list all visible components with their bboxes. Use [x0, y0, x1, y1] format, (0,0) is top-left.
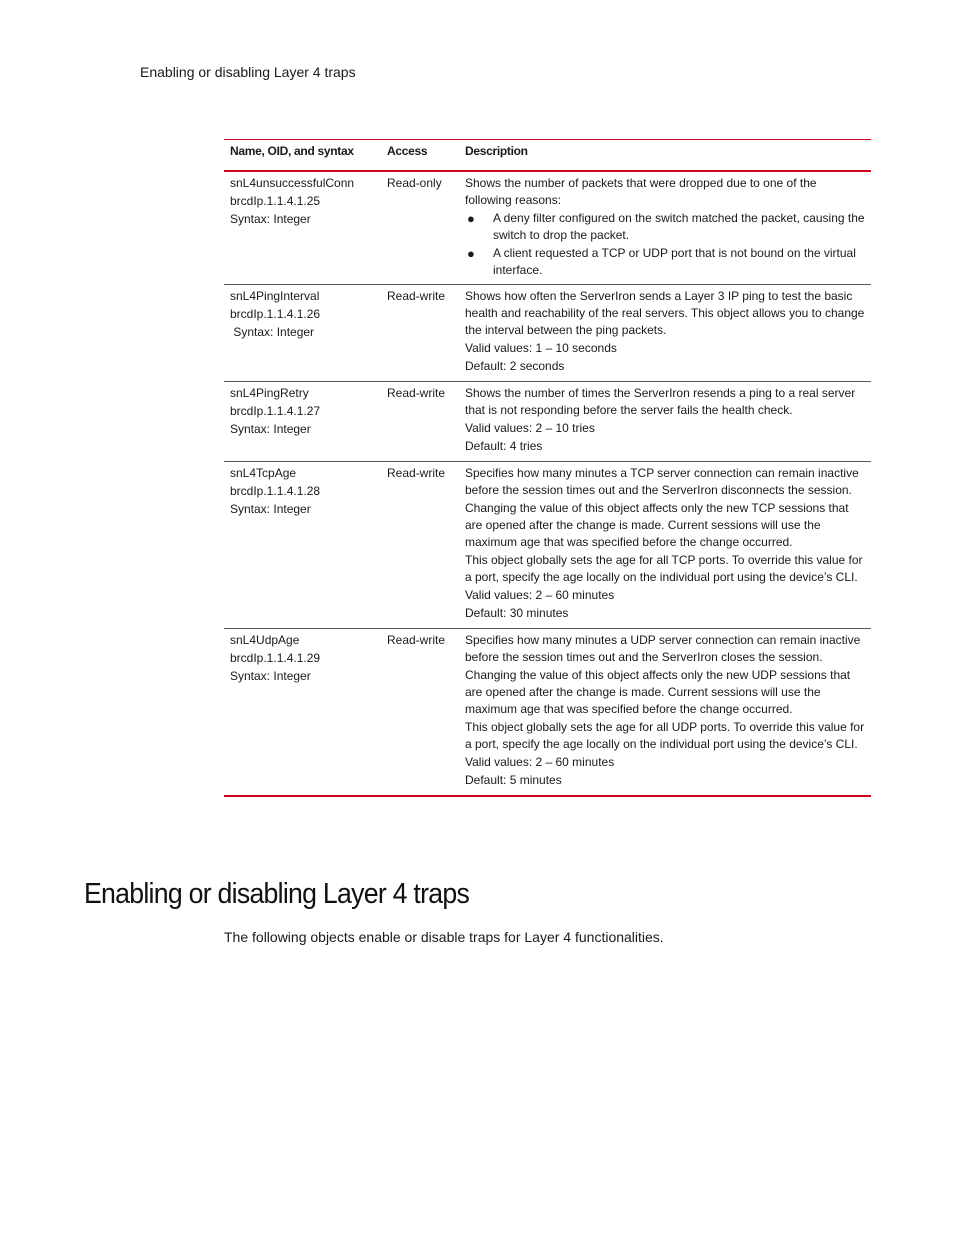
object-oid: brcdIp.1.1.4.1.25 — [230, 194, 321, 208]
object-oid: brcdIp.1.1.4.1.26 — [230, 307, 321, 321]
object-syntax: Syntax: Integer — [230, 502, 311, 516]
bullet-icon: ● — [467, 246, 475, 261]
description-paragraph: Changing the value of this object affects only the new UDP sessions that are opened after the change is made. Current sessions will use the maximum age that was specified before the change occurred. — [465, 668, 851, 716]
access-cell: Read-write — [387, 386, 446, 400]
bullet-icon: ● — [467, 211, 475, 226]
object-oid: brcdIp.1.1.4.1.29 — [230, 651, 321, 665]
table-row — [224, 629, 871, 797]
object-name: snL4UdpAge — [230, 633, 300, 647]
table-header-row — [224, 140, 871, 172]
description-paragraph: This object globally sets the age for all UDP ports. To override this value for a port, specify the age locally on the individual port using the device’s CLI. — [465, 720, 865, 751]
description-paragraph: Shows the number of packets that were dropped due to one of the following reasons: — [465, 176, 817, 207]
default-value: Default: 5 minutes — [465, 773, 562, 787]
object-name: snL4PingRetry — [230, 386, 309, 400]
description-paragraph: Specifies how many minutes a TCP server connection can remain inactive before the session times out and the ServerIron disconnects the session. — [465, 466, 859, 497]
description-cell — [459, 382, 871, 462]
object-syntax: Syntax: Integer — [230, 669, 311, 683]
reason-list — [465, 210, 865, 279]
default-value: Default: 4 tries — [465, 439, 543, 453]
running-header: Enabling or disabling Layer 4 traps — [140, 64, 356, 80]
table-row — [224, 382, 871, 462]
object-syntax: Syntax: Integer — [230, 212, 311, 226]
object-name: snL4unsuccessfulConn — [230, 176, 355, 190]
object-name-cell — [224, 462, 381, 629]
list-item: ● A client requested a TCP or UDP port that is not bound on the virtual interface. — [467, 246, 856, 277]
valid-values: Valid values: 2 – 60 minutes — [465, 755, 615, 769]
object-oid: brcdIp.1.1.4.1.27 — [230, 404, 321, 418]
default-value: Default: 2 seconds — [465, 359, 565, 373]
object-syntax: Syntax: Integer — [230, 325, 315, 339]
valid-values: Valid values: 2 – 60 minutes — [465, 588, 615, 602]
object-name-cell — [224, 382, 381, 462]
access-cell: Read-write — [387, 633, 446, 647]
valid-values: Valid values: 2 – 10 tries — [465, 421, 595, 435]
access-cell: Read-write — [387, 289, 446, 303]
object-oid: brcdIp.1.1.4.1.28 — [230, 484, 321, 498]
description-paragraph: Changing the value of this object affects only the new TCP sessions that are opened after the change is made. Current sessions will use the maximum age that was specified before the change occurred. — [465, 501, 849, 549]
description-paragraph: This object globally sets the age for all TCP ports. To override this value for a port, specify the age locally on the individual port using the device’s CLI. — [465, 553, 863, 584]
mib-object-table — [224, 139, 871, 797]
table-row — [224, 171, 871, 285]
access-cell: Read-write — [387, 466, 446, 480]
section-intro: The following objects enable or disable traps for Layer 4 functionalities. — [224, 929, 664, 945]
object-name-cell — [224, 171, 381, 285]
description-cell — [459, 629, 871, 797]
object-name: snL4TcpAge — [230, 466, 297, 480]
column-header-name: Name, OID, and syntax — [230, 144, 354, 158]
object-name-cell — [224, 629, 381, 797]
column-header-access: Access — [387, 144, 428, 158]
section-heading: Enabling or disabling Layer 4 traps — [84, 878, 470, 910]
access-cell: Read-only — [387, 176, 442, 190]
object-name: snL4PingInterval — [230, 289, 320, 303]
default-value: Default: 30 minutes — [465, 606, 569, 620]
description-cell — [459, 285, 871, 382]
table-row — [224, 462, 871, 629]
description-cell — [459, 462, 871, 629]
column-header-description: Description — [465, 144, 528, 158]
table-row — [224, 285, 871, 382]
object-syntax: Syntax: Integer — [230, 422, 311, 436]
description-cell — [459, 171, 871, 285]
description-paragraph: Shows how often the ServerIron sends a Layer 3 IP ping to test the basic health and reachability of the real servers. This object allows you to change the interval between the ping packets. — [465, 289, 865, 337]
description-paragraph: Specifies how many minutes a UDP server connection can remain inactive before the session times out and the ServerIron closes the session. — [465, 633, 861, 664]
description-paragraph: Shows the number of times the ServerIron resends a ping to a real server that is not responding before the server fails the health check. — [465, 386, 856, 417]
object-name-cell — [224, 285, 381, 382]
valid-values: Valid values: 1 – 10 seconds — [465, 341, 617, 355]
list-item: ● A deny filter configured on the switch matched the packet, causing the switch to drop the packet. — [467, 211, 865, 242]
